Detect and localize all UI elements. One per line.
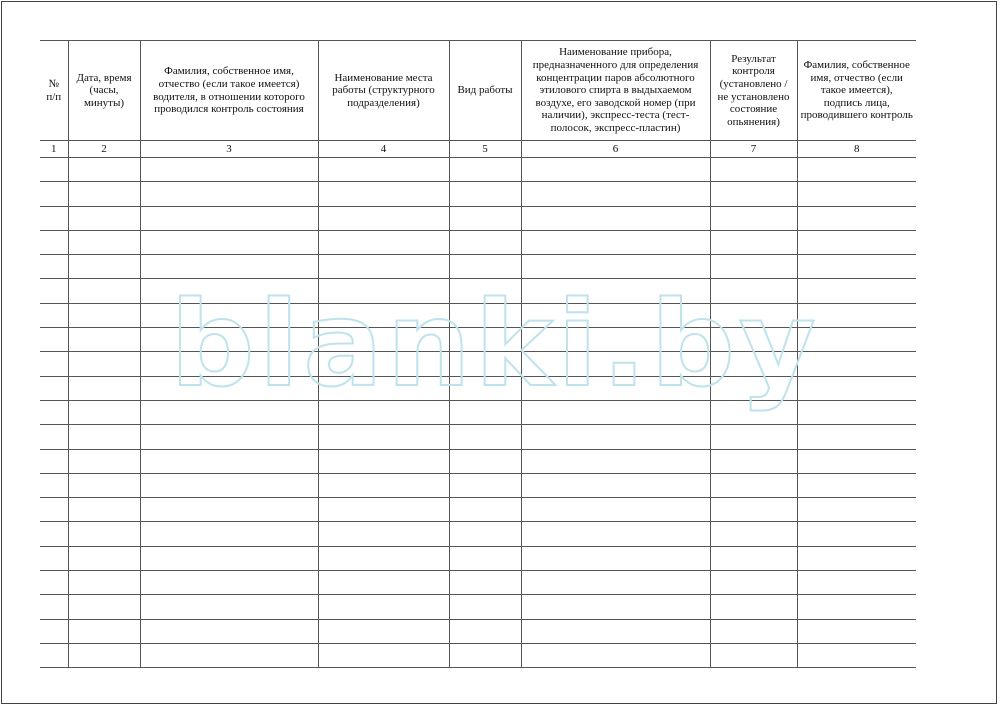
table-body bbox=[40, 158, 916, 668]
table-cell[interactable] bbox=[797, 425, 916, 449]
table-cell[interactable] bbox=[449, 328, 521, 352]
table-cell[interactable] bbox=[140, 230, 318, 254]
table-cell[interactable] bbox=[797, 158, 916, 182]
table-cell[interactable] bbox=[710, 400, 797, 424]
column-number: 5 bbox=[449, 141, 521, 158]
table-cell[interactable] bbox=[449, 595, 521, 619]
table-cell[interactable] bbox=[318, 352, 449, 376]
table-row bbox=[40, 619, 916, 643]
table-cell[interactable] bbox=[797, 546, 916, 570]
table-cell[interactable] bbox=[797, 400, 916, 424]
table-cell[interactable] bbox=[40, 255, 68, 279]
table-cell[interactable] bbox=[68, 498, 140, 522]
table-cell[interactable] bbox=[140, 571, 318, 595]
table-cell[interactable] bbox=[68, 546, 140, 570]
journal-table bbox=[40, 40, 916, 668]
table-cell[interactable] bbox=[68, 158, 140, 182]
table-cell[interactable] bbox=[797, 571, 916, 595]
table-cell[interactable] bbox=[68, 230, 140, 254]
table-cell[interactable] bbox=[797, 449, 916, 473]
table-cell[interactable] bbox=[40, 449, 68, 473]
table-row bbox=[40, 206, 916, 230]
table-cell[interactable] bbox=[68, 206, 140, 230]
table-cell[interactable] bbox=[521, 206, 710, 230]
table-cell[interactable] bbox=[710, 643, 797, 667]
table-cell[interactable] bbox=[797, 376, 916, 400]
table-cell[interactable] bbox=[40, 473, 68, 497]
table-row bbox=[40, 498, 916, 522]
table-cell[interactable] bbox=[521, 158, 710, 182]
header-cell-device: Наименование прибора, предназначенного для определения концентрации паров абсолютного этилового спирта в выдыхаемом воздухе, его заводской номер (при наличии), экспресс-теста (тест-полосок, экспресс-пластин) bbox=[521, 41, 710, 141]
column-number: 8 bbox=[797, 141, 916, 158]
table-cell[interactable] bbox=[797, 619, 916, 643]
table-cell[interactable] bbox=[797, 328, 916, 352]
table-cell[interactable] bbox=[797, 522, 916, 546]
table-cell[interactable] bbox=[710, 595, 797, 619]
column-number: 1 bbox=[40, 141, 68, 158]
table-cell[interactable] bbox=[140, 595, 318, 619]
table-cell[interactable] bbox=[140, 158, 318, 182]
table-cell[interactable] bbox=[40, 595, 68, 619]
table-cell[interactable] bbox=[797, 303, 916, 327]
table-row bbox=[40, 158, 916, 182]
table-row bbox=[40, 376, 916, 400]
table-cell[interactable] bbox=[449, 619, 521, 643]
table-cell[interactable] bbox=[710, 571, 797, 595]
table-cell[interactable] bbox=[40, 279, 68, 303]
table-cell[interactable] bbox=[797, 643, 916, 667]
table-cell[interactable] bbox=[40, 498, 68, 522]
table-cell[interactable] bbox=[797, 206, 916, 230]
header-cell-result: Результат контроля (установлено / не установлено состояние опьянения) bbox=[710, 41, 797, 141]
table-cell[interactable] bbox=[449, 498, 521, 522]
table-cell[interactable] bbox=[449, 400, 521, 424]
column-number: 6 bbox=[521, 141, 710, 158]
table-cell[interactable] bbox=[710, 328, 797, 352]
table-cell[interactable] bbox=[40, 182, 68, 206]
table-cell[interactable] bbox=[710, 376, 797, 400]
table-cell[interactable] bbox=[449, 352, 521, 376]
table-cell[interactable] bbox=[710, 425, 797, 449]
table-cell[interactable] bbox=[140, 352, 318, 376]
table-cell[interactable] bbox=[710, 546, 797, 570]
table-cell[interactable] bbox=[521, 619, 710, 643]
table-row bbox=[40, 279, 916, 303]
table-cell[interactable] bbox=[140, 425, 318, 449]
table-cell[interactable] bbox=[68, 303, 140, 327]
table-cell[interactable] bbox=[140, 643, 318, 667]
table-cell[interactable] bbox=[40, 352, 68, 376]
table-cell[interactable] bbox=[140, 255, 318, 279]
table-cell[interactable] bbox=[318, 473, 449, 497]
table-cell[interactable] bbox=[797, 255, 916, 279]
table-row bbox=[40, 230, 916, 254]
table-cell[interactable] bbox=[449, 571, 521, 595]
table-cell[interactable] bbox=[521, 522, 710, 546]
table-cell[interactable] bbox=[68, 376, 140, 400]
table-cell[interactable] bbox=[449, 522, 521, 546]
table-cell[interactable] bbox=[797, 498, 916, 522]
table-cell[interactable] bbox=[40, 303, 68, 327]
table-cell[interactable] bbox=[68, 473, 140, 497]
table-cell[interactable] bbox=[40, 425, 68, 449]
watermark-text: blanki.by bbox=[170, 275, 820, 413]
table-row bbox=[40, 303, 916, 327]
table-cell[interactable] bbox=[449, 206, 521, 230]
table-cell[interactable] bbox=[318, 303, 449, 327]
table-cell[interactable] bbox=[710, 279, 797, 303]
table-cell[interactable] bbox=[140, 522, 318, 546]
table-cell[interactable] bbox=[710, 182, 797, 206]
header-cell-driver-name: Фамилия, собственное имя, отчество (если такое имеется) водителя, в отношении которого проводился контроль состояния bbox=[140, 41, 318, 141]
table-cell[interactable] bbox=[318, 255, 449, 279]
table-cell[interactable] bbox=[318, 498, 449, 522]
table-cell[interactable] bbox=[318, 571, 449, 595]
table-cell[interactable] bbox=[449, 546, 521, 570]
table-cell[interactable] bbox=[521, 400, 710, 424]
table-cell[interactable] bbox=[449, 425, 521, 449]
header-cell-work-type: Вид работы bbox=[449, 41, 521, 141]
table-cell[interactable] bbox=[318, 158, 449, 182]
table-cell[interactable] bbox=[797, 352, 916, 376]
table-cell[interactable] bbox=[140, 400, 318, 424]
column-number-row bbox=[40, 141, 916, 158]
table-cell[interactable] bbox=[40, 546, 68, 570]
table-cell[interactable] bbox=[140, 546, 318, 570]
table-row bbox=[40, 328, 916, 352]
table-cell[interactable] bbox=[40, 571, 68, 595]
column-number: 4 bbox=[318, 141, 449, 158]
table-cell[interactable] bbox=[40, 619, 68, 643]
header-cell-number: № п/п bbox=[40, 41, 68, 141]
table-row bbox=[40, 595, 916, 619]
table-cell[interactable] bbox=[318, 206, 449, 230]
column-number: 2 bbox=[68, 141, 140, 158]
column-number: 3 bbox=[140, 141, 318, 158]
table-cell[interactable] bbox=[40, 522, 68, 546]
table-cell[interactable] bbox=[521, 449, 710, 473]
table-cell[interactable] bbox=[710, 473, 797, 497]
table-cell[interactable] bbox=[68, 643, 140, 667]
table-cell[interactable] bbox=[140, 498, 318, 522]
table-cell[interactable] bbox=[521, 571, 710, 595]
table-cell[interactable] bbox=[318, 376, 449, 400]
table-row bbox=[40, 400, 916, 424]
table-cell[interactable] bbox=[68, 328, 140, 352]
table-cell[interactable] bbox=[449, 182, 521, 206]
table-cell[interactable] bbox=[449, 473, 521, 497]
table-row bbox=[40, 425, 916, 449]
table-cell[interactable] bbox=[449, 303, 521, 327]
table-cell[interactable] bbox=[68, 595, 140, 619]
table-cell[interactable] bbox=[521, 279, 710, 303]
table-cell[interactable] bbox=[140, 328, 318, 352]
table-cell[interactable] bbox=[449, 376, 521, 400]
table-cell[interactable] bbox=[68, 255, 140, 279]
table-cell[interactable] bbox=[521, 376, 710, 400]
table-cell[interactable] bbox=[449, 158, 521, 182]
table-cell[interactable] bbox=[449, 643, 521, 667]
table-cell[interactable] bbox=[318, 449, 449, 473]
table-cell[interactable] bbox=[68, 279, 140, 303]
table-cell[interactable] bbox=[521, 498, 710, 522]
table-cell[interactable] bbox=[68, 182, 140, 206]
table-cell[interactable] bbox=[521, 546, 710, 570]
table-cell[interactable] bbox=[68, 571, 140, 595]
table-row bbox=[40, 473, 916, 497]
table-row bbox=[40, 255, 916, 279]
table-row bbox=[40, 643, 916, 667]
table-cell[interactable] bbox=[40, 643, 68, 667]
table-cell[interactable] bbox=[68, 522, 140, 546]
table-row bbox=[40, 352, 916, 376]
table-row bbox=[40, 449, 916, 473]
table-cell[interactable] bbox=[521, 230, 710, 254]
table-cell[interactable] bbox=[40, 206, 68, 230]
table-cell[interactable] bbox=[710, 619, 797, 643]
table-cell[interactable] bbox=[710, 498, 797, 522]
table-cell[interactable] bbox=[40, 158, 68, 182]
table-cell[interactable] bbox=[797, 473, 916, 497]
table-cell[interactable] bbox=[710, 230, 797, 254]
table-cell[interactable] bbox=[449, 255, 521, 279]
table-cell[interactable] bbox=[140, 182, 318, 206]
table-cell[interactable] bbox=[710, 158, 797, 182]
table-cell[interactable] bbox=[521, 595, 710, 619]
table-cell[interactable] bbox=[140, 303, 318, 327]
header-cell-inspector: Фамилия, собственное имя, отчество (если такое имеется), подпись лица, проводившего контроль bbox=[797, 41, 916, 141]
table-cell[interactable] bbox=[40, 230, 68, 254]
header-cell-workplace: Наименование места работы (структурного подразделения) bbox=[318, 41, 449, 141]
table-cell[interactable] bbox=[710, 206, 797, 230]
table-cell[interactable] bbox=[449, 230, 521, 254]
table-cell[interactable] bbox=[797, 230, 916, 254]
table-cell[interactable] bbox=[318, 400, 449, 424]
table-cell[interactable] bbox=[40, 376, 68, 400]
header-row bbox=[40, 41, 916, 141]
table-row bbox=[40, 546, 916, 570]
table-row bbox=[40, 571, 916, 595]
table-cell[interactable] bbox=[521, 473, 710, 497]
table-cell[interactable] bbox=[68, 400, 140, 424]
table-cell[interactable] bbox=[68, 449, 140, 473]
table-cell[interactable] bbox=[318, 643, 449, 667]
table-cell[interactable] bbox=[140, 376, 318, 400]
table-cell[interactable] bbox=[710, 255, 797, 279]
table-cell[interactable] bbox=[318, 230, 449, 254]
table-cell[interactable] bbox=[318, 328, 449, 352]
table-cell[interactable] bbox=[521, 255, 710, 279]
table-cell[interactable] bbox=[797, 279, 916, 303]
table-cell[interactable] bbox=[521, 425, 710, 449]
table-cell[interactable] bbox=[140, 279, 318, 303]
table-cell[interactable] bbox=[797, 595, 916, 619]
column-number: 7 bbox=[710, 141, 797, 158]
table-cell[interactable] bbox=[140, 473, 318, 497]
table-cell[interactable] bbox=[710, 522, 797, 546]
table-cell[interactable] bbox=[521, 328, 710, 352]
table-cell[interactable] bbox=[318, 546, 449, 570]
table-row bbox=[40, 522, 916, 546]
table-cell[interactable] bbox=[318, 279, 449, 303]
table-cell[interactable] bbox=[449, 449, 521, 473]
table-cell[interactable] bbox=[68, 619, 140, 643]
table-cell[interactable] bbox=[710, 352, 797, 376]
table-cell[interactable] bbox=[68, 352, 140, 376]
table-cell[interactable] bbox=[318, 522, 449, 546]
table-cell[interactable] bbox=[710, 303, 797, 327]
table-cell[interactable] bbox=[318, 619, 449, 643]
table-cell[interactable] bbox=[521, 352, 710, 376]
table-cell[interactable] bbox=[521, 303, 710, 327]
table-cell[interactable] bbox=[710, 449, 797, 473]
table-cell[interactable] bbox=[40, 328, 68, 352]
table-cell[interactable] bbox=[521, 643, 710, 667]
table-cell[interactable] bbox=[521, 182, 710, 206]
table-cell[interactable] bbox=[40, 400, 68, 424]
table-cell[interactable] bbox=[449, 279, 521, 303]
table-cell[interactable] bbox=[318, 425, 449, 449]
table-cell[interactable] bbox=[140, 619, 318, 643]
table-cell[interactable] bbox=[140, 449, 318, 473]
header-cell-datetime: Дата, время (часы, минуты) bbox=[68, 41, 140, 141]
table-cell[interactable] bbox=[318, 595, 449, 619]
table-cell[interactable] bbox=[797, 182, 916, 206]
table-row bbox=[40, 182, 916, 206]
table-cell[interactable] bbox=[140, 206, 318, 230]
table-cell[interactable] bbox=[318, 182, 449, 206]
table-cell[interactable] bbox=[68, 425, 140, 449]
